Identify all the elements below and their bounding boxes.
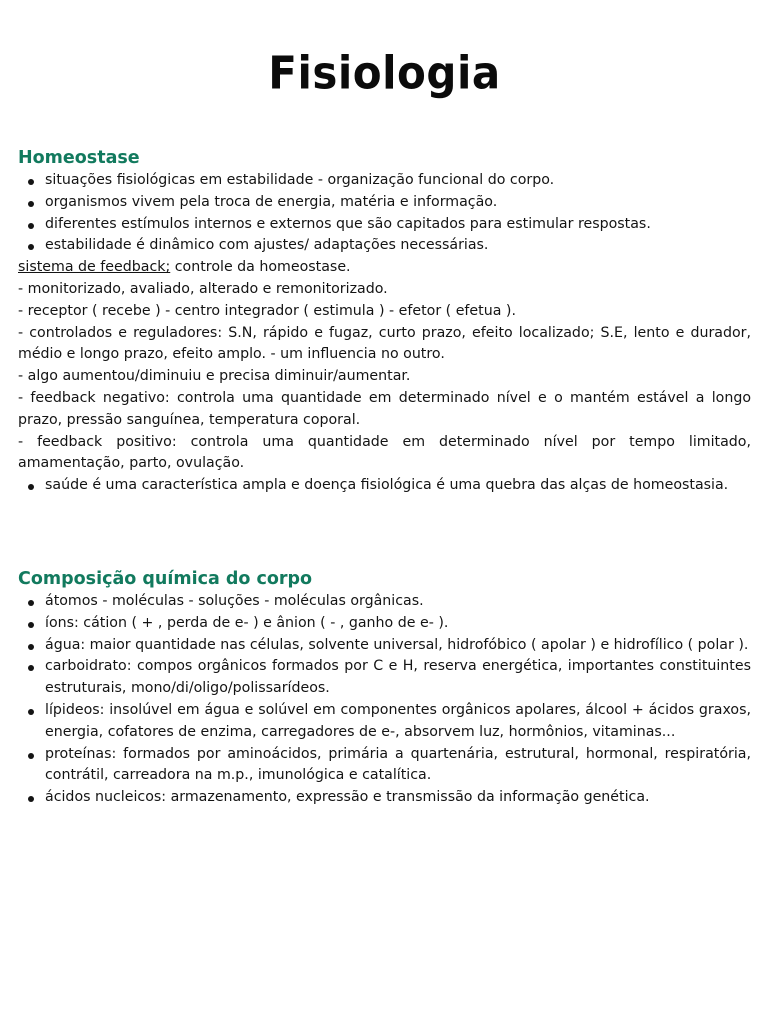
list-item: ácidos nucleicos: armazenamento, expressão e transmissão da informação genética.	[18, 787, 751, 809]
feedback-system-label: sistema de feedback;	[18, 259, 171, 276]
list-item: situações fisiológicas em estabilidade - organização funcional do corpo.	[18, 170, 751, 192]
bullet-icon	[28, 796, 34, 802]
page-title: Fisiologia	[268, 46, 501, 100]
feedback-system-line	[18, 257, 751, 279]
text-line: - feedback positivo: controla uma quantidade em determinado nível por tempo limitado, amamentação, parto, ovulação.	[18, 433, 751, 472]
bullet-icon	[28, 665, 34, 671]
section-homeostase	[18, 146, 751, 497]
text-line: - algo aumentou/diminuiu e precisa diminuir/aumentar.	[18, 368, 411, 385]
feedback-system-text: controle da homeostase.	[170, 259, 351, 276]
bullet-icon	[28, 709, 34, 715]
bullet-icon	[28, 622, 34, 628]
text-line: - monitorizado, avaliado, alterado e remonitorizado.	[18, 280, 388, 297]
section-composicao	[18, 567, 751, 809]
homeostase-bullet-list	[18, 170, 751, 257]
list-item: saúde é uma característica ampla e doença fisiológica é uma quebra das alças de homeostasia.	[18, 475, 751, 497]
bullet-icon	[28, 201, 34, 207]
list-item: estabilidade é dinâmico com ajustes/ adaptações necessárias.	[18, 235, 751, 257]
bullet-icon	[28, 179, 34, 185]
section-heading-homeostase: Homeostase	[18, 148, 140, 168]
list-item: átomos - moléculas - soluções - moléculas orgânicas.	[18, 591, 751, 613]
section-heading-composicao: Composição química do corpo	[18, 569, 313, 589]
bullet-icon	[28, 600, 34, 606]
text-line: - controlados e reguladores: S.N, rápido e fugaz, curto prazo, efeito localizado; S.E, lento e durador, médio e longo prazo, efeito amplo. - um influencia no outro.	[18, 324, 751, 363]
bullet-icon	[28, 244, 34, 250]
list-item: diferentes estímulos internos e externos que são capitados para estimular respostas.	[18, 214, 751, 236]
text-line: - feedback negativo: controla uma quantidade em determinado nível e o mantém estável a longo prazo, pressão sanguínea, temperatura coporal.	[18, 389, 751, 428]
list-item: íons: cátion ( + , perda de e- ) e ânion ( - , ganho de e- ).	[18, 613, 751, 635]
document-page	[18, 0, 751, 806]
bullet-icon	[28, 484, 34, 490]
list-item: lípideos: insolúvel em água e solúvel em componentes orgânicos apolares, álcool + ácidos graxos, energia, cofatores de enzima, carregadores de e-, absorvem luz, hormônios, vitaminas...	[18, 700, 751, 744]
list-item: proteínas: formados por aminoácidos, primária a quartenária, estrutural, hormonal, respiratória, contrátil, carreadora na m.p., imunológica e catalítica.	[18, 744, 751, 788]
list-item: carboidrato: compos orgânicos formados por C e H, reserva energética, importantes constituintes estruturais, mono/di/oligo/polissarídeos.	[18, 656, 751, 700]
bullet-icon	[28, 644, 34, 650]
composicao-bullet-list	[18, 591, 751, 809]
homeostase-final-list	[18, 475, 751, 497]
list-item: água: maior quantidade nas células, solvente universal, hidrofóbico ( apolar ) e hidrofílico ( polar ).	[18, 635, 751, 657]
bullet-icon	[28, 753, 34, 759]
bullet-icon	[28, 223, 34, 229]
list-item: organismos vivem pela troca de energia, matéria e informação.	[18, 192, 751, 214]
text-line: - receptor ( recebe ) - centro integrador ( estimula ) - efetor ( efetua ).	[18, 302, 516, 319]
